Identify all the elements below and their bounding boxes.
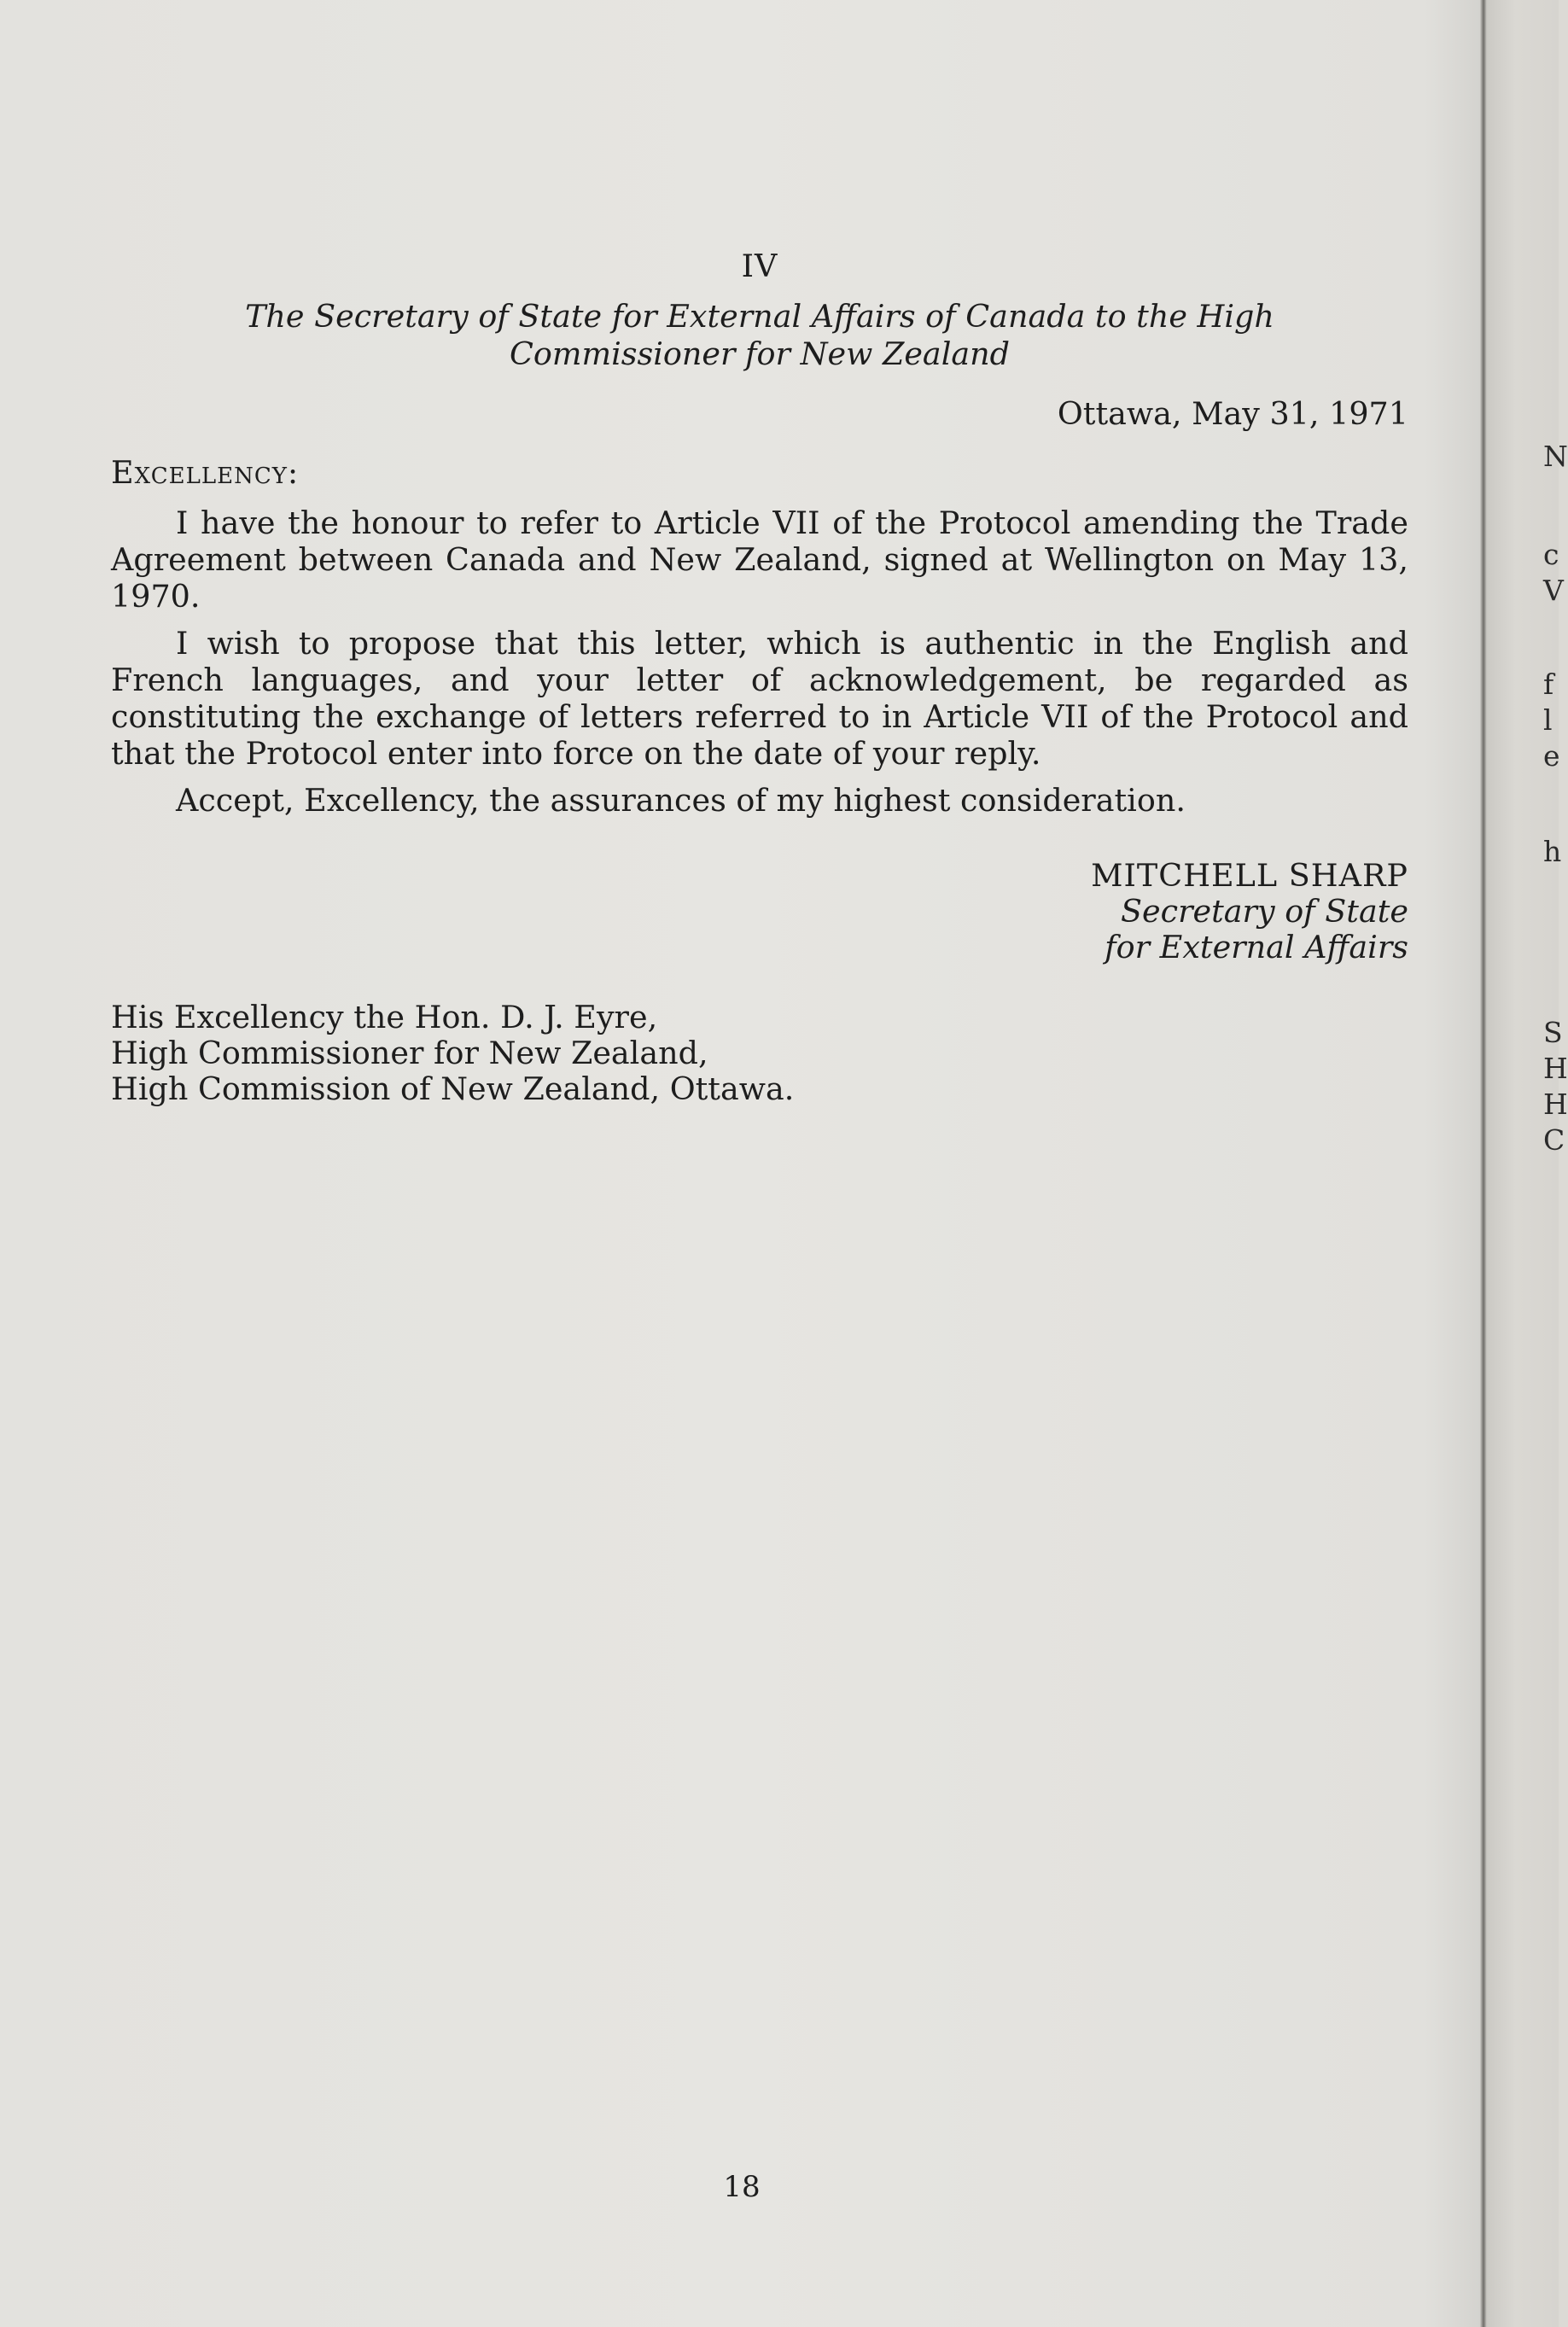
signature-block	[111, 858, 1408, 965]
facing-letter: N	[1543, 440, 1568, 473]
facing-letter: S	[1543, 1016, 1563, 1049]
section-numeral: IV	[741, 248, 778, 284]
page-number: 18	[723, 2170, 761, 2204]
signatory-name: MITCHELL SHARP	[1091, 857, 1408, 894]
paragraph-2: I wish to propose that this letter, which is authentic in the English and French languages, and your letter of acknowledgement, be regarded as constituting the exchange of letters referred to in Article VII of the Protocol and that the Protocol enter into force on the date of your reply.	[111, 625, 1408, 772]
facing-letter: c	[1543, 538, 1559, 571]
signatory-title-line-1: Secretary of State	[1121, 893, 1408, 930]
facing-letter: f	[1543, 668, 1554, 701]
address-line-2: High Commissioner for New Zealand,	[111, 1035, 708, 1071]
address-line-1: His Excellency the Hon. D. J. Eyre,	[111, 999, 658, 1035]
facing-letter: e	[1543, 739, 1560, 773]
signatory-title-line-2: for External Affairs	[1105, 929, 1408, 965]
letter-body	[111, 248, 1408, 1107]
letter-heading	[111, 298, 1408, 373]
heading-line-1: The Secretary of State for External Affairs of Canada to the High	[245, 298, 1274, 335]
facing-page-edge	[1487, 0, 1568, 2327]
facing-letter: l	[1543, 703, 1553, 737]
facing-letter: H	[1543, 1052, 1568, 1085]
facing-letter: V	[1543, 574, 1564, 607]
paragraph-1: I have the honour to refer to Article VII of the Protocol amending the Trade Agreement between Canada and New Zealand, signed at Wellington on May 13, 1970.	[111, 504, 1408, 615]
facing-letter: C	[1543, 1123, 1565, 1157]
salutation: Excellency:	[111, 454, 300, 491]
facing-letter: h	[1543, 835, 1562, 868]
paragraph-3: Accept, Excellency, the assurances of my highest consideration.	[176, 782, 1186, 819]
recipient-address	[111, 1000, 1408, 1107]
facing-letter: H	[1543, 1088, 1568, 1121]
heading-line-2: Commissioner for New Zealand	[509, 335, 1010, 372]
book-spine	[1480, 0, 1487, 2327]
letter-date: Ottawa, May 31, 1971	[1057, 395, 1408, 432]
address-line-3: High Commission of New Zealand, Ottawa.	[111, 1070, 795, 1107]
